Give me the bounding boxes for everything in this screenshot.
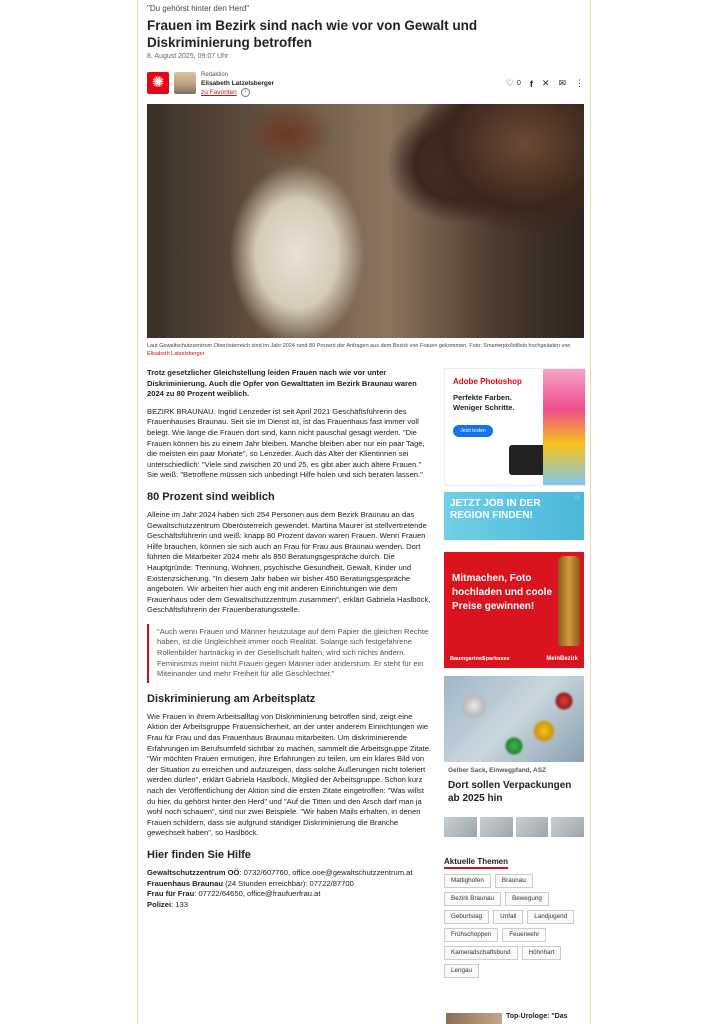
- teaser-image[interactable]: [444, 676, 584, 762]
- more-icon[interactable]: ⋮: [575, 78, 584, 88]
- image-caption: [147, 342, 584, 358]
- topic-tag[interactable]: Unfall: [493, 910, 523, 924]
- x-icon[interactable]: ✕: [541, 78, 550, 88]
- mail-icon[interactable]: ✉: [558, 78, 566, 88]
- thumbnail[interactable]: [444, 817, 477, 837]
- info-icon[interactable]: i: [241, 88, 250, 97]
- article-paragraph: BEZIRK BRAUNAU. Ingrid Lenzeder ist seit April 2021 Geschäftsführerin des Frauenhauses Braunau. Seit sie im Dienst ist, ist das Frauenhaus fast immer voll belegt. Wie lange die Frauen dort sind, kann nicht pauschal gesagt werden. "Die Frauen können bis zu einem Jahr bleiben. Manche bleiben aber nur ein paar Tage, die meisten ein paar Monate", so Lenzeder. Auch das Alter der Klientinnen sei unterschiedlich: "Viele sind zwischen 20 und 25, es gibt aber auch ältere Frauen." Sie weiß: "Betroffene müssen sich unbedingt Hilfe holen und sich beraten lassen.": [147, 406, 425, 480]
- job-ad-text: JETZT JOB IN DER REGION FINDEN!: [450, 498, 541, 521]
- caption-text: Laut Gewaltschutzzentrum Oberösterreich sind im Jahr 2024 rund 80 Prozent der Anfragen aus dem Bezirk von Frauen gekommen.: [147, 343, 468, 349]
- help-list: [147, 868, 434, 910]
- author-name[interactable]: Elisabeth Latzelsberger: [201, 80, 274, 87]
- help-name: Gewaltschutzzentrum OÖ: [147, 867, 240, 877]
- like-count: 0: [517, 80, 521, 87]
- ad-info-icon[interactable]: ⓘ: [574, 495, 580, 501]
- bottom-teaser-title: Top-Urologe: "Das: [506, 1013, 568, 1020]
- adobe-ad[interactable]: [444, 368, 586, 486]
- topic-tag[interactable]: Bezirk Braunau: [444, 892, 501, 906]
- help-name: Polizei: [147, 899, 172, 909]
- bottle-graphic: [558, 556, 580, 646]
- section-heading: 80 Prozent sind weiblich: [147, 490, 275, 503]
- hero-image[interactable]: [147, 104, 584, 338]
- caption-uploaded: hochgeladen von: [528, 343, 571, 349]
- facebook-icon[interactable]: f: [529, 78, 533, 89]
- topics-list: [444, 874, 584, 978]
- help-item: [147, 900, 434, 911]
- section-heading: Hier finden Sie Hilfe: [147, 848, 251, 861]
- share-bar: [506, 78, 584, 89]
- teaser-title[interactable]: Dort sollen Verpackungen ab 2025 hin: [448, 780, 572, 804]
- adobe-ad-title: Adobe Photoshop: [453, 377, 522, 386]
- promo-brand: Sparkasse: [482, 656, 510, 662]
- author-row: [147, 70, 584, 98]
- article-paragraph: Alleine im Jahr 2024 haben sich 254 Personen aus dem Bezirk Braunau an das Gewaltschutzzentrum Oberösterreich gewendet. Martina Maurer ist stellvertretende Geschäftsführerin und weiß: knapp 80 Prozent davon waren Frauen. Wenn Frauen Hilfe brauchen, können sie sich auch an Frau für Frau aus Braunau wenden. Dort führten die Mitarbeiter 2024 mehr als 850 Beratungsgespräche durch. Die Hauptgründe: Trennung, Wohnen, psychische Gesundheit, Gewalt, Kinder und Existenzsicherung. "In diesem Jahr haben wir bisher 450 Beratungsgespräche angeboten. Wir arbeiten hier auch eng mit anderen Einrichtungen wie dem Frauenhaus oder dem Gewaltschutzzentrum zusammen", erklärt Gabriela Haslböck, Geschäftsführerin der Frauenberatungsstelle.: [147, 509, 431, 615]
- promo-brand: MeinBezirk: [546, 656, 578, 662]
- promo-ad[interactable]: [444, 552, 584, 668]
- add-favorite-link[interactable]: zu Favoriten: [201, 89, 237, 96]
- fist-graphic: [404, 104, 584, 234]
- thumbnail[interactable]: [551, 817, 584, 837]
- help-item: [147, 889, 434, 900]
- help-text: : 07722/64650, office@fraufuerfrau.at: [194, 889, 321, 899]
- help-text: (24 Stunden erreichbar): 07722/87700: [222, 878, 354, 888]
- teaser-meta: Gelber Sack, Einwegpfand, ASZ: [448, 767, 547, 774]
- article-title: Frauen im Bezirk sind nach wie vor von Gewalt und Diskriminierung betroffen: [147, 18, 478, 50]
- help-item: [147, 868, 434, 879]
- topic-tag[interactable]: Feuerwehr: [502, 928, 546, 942]
- article-body: [147, 368, 434, 910]
- thumbnail[interactable]: [480, 817, 513, 837]
- topic-tag[interactable]: Höhnhart: [522, 946, 562, 960]
- topic-tag[interactable]: Landjugend: [527, 910, 574, 924]
- topic-tag[interactable]: Geburtstag: [444, 910, 489, 924]
- topics-heading: Aktuelle Themen: [444, 857, 508, 869]
- palette-graphic: [509, 445, 547, 475]
- teaser-thumbnails: [444, 817, 584, 837]
- topic-tag[interactable]: Kameradschaftsbund: [444, 946, 518, 960]
- article-date: 8. August 2025, 09:07 Uhr: [147, 53, 229, 60]
- meinbezirk-logo-icon[interactable]: ✺: [147, 72, 169, 94]
- topic-tag[interactable]: Frühschoppen: [444, 928, 498, 942]
- help-item: [147, 879, 434, 890]
- blockquote: "Auch wenn Frauen und Männer heutzutage auf dem Papier die gleichen Rechte haben, ist die Ungleichheit immer noch Realität. Solange sich festgefahrene Rollenbilder hartnäckig in der Gesellschaft halten, wird sich nichts ändern. Feminismus meint nicht Frauen gegen Männer oder andersrum. Er steht für ein Miteinander und mehr Freiheit für alle Geschlechter.": [147, 624, 434, 683]
- help-name: Frauenhaus Braunau: [147, 878, 223, 888]
- topic-tag[interactable]: Lengau: [444, 964, 479, 978]
- topic-tag[interactable]: Mattighofen: [444, 874, 491, 888]
- adobe-ad-subtitle: Perfekte Farben. Weniger Schritte.: [453, 393, 515, 412]
- promo-ad-text: Mitmachen, Foto hochladen und coole Preise gewinnen!: [452, 573, 553, 612]
- bottom-teaser-image: [446, 1013, 502, 1024]
- help-text: : 133: [171, 899, 188, 909]
- thumbnail[interactable]: [516, 817, 549, 837]
- article-kicker: "Du gehörst hinter den Herd": [147, 4, 250, 13]
- author-role: Redaktion: [201, 72, 229, 78]
- article-lead: Trotz gesetzlicher Gleichstellung leiden Frauen nach wie vor unter Diskriminierung. Auch die Opfer von Gewalttaten im Bezirk Braunau waren 2024 zu 80 Prozent weiblich.: [147, 368, 417, 399]
- caption-foto: Foto: Smarterpix/lofilolo: [469, 343, 528, 349]
- section-heading: Diskriminierung am Arbeitsplatz: [147, 692, 316, 705]
- author-avatar[interactable]: [174, 72, 196, 94]
- heart-icon[interactable]: ♡: [505, 78, 514, 88]
- topic-tag[interactable]: Bewegung: [505, 892, 549, 906]
- adobe-ad-button[interactable]: Jetzt testen: [453, 425, 493, 437]
- ad-artwork: [543, 369, 585, 485]
- topic-tag[interactable]: Braunau: [495, 874, 533, 888]
- help-name: Frau für Frau: [147, 889, 195, 899]
- help-text: : 0732/607760, office.ooe@gewaltschutzzentrum.at: [239, 867, 413, 877]
- article-paragraph: Wie Frauen in ihrem Arbeitsalltag von Diskriminierung betroffen sind, zeigt eine Aktion der Arbeitsgruppe Frauensicherheit, an der unter anderem Einrichtungen wie Frau für Frau und das Frauenhaus Braunau mitarbeiten. Um diskriminierende Erfahrungen im Berufsumfeld sichtbar zu machen, sammelt die Arbeitsgruppe Zitate. "Wir möchten Frauen ermutigen, ihre Erfahrungen zu teilen, um ein klares Bild von der Situation zu erreichen und aufzuzeigen, dass solche Äußerungen nicht toleriert werden dürfen", erklärt Gabriela Haslböck, Mitglied der Arbeitsgruppe. Schon kurz nach der Veröffentlichung der Aktion sind die ersten Zitate eingetroffen: "Was willst du hier, du gehörst hinter den Herd" und "Auf die Titten und den Arsch darf man ja wohl noch schauen", sind nur zwei Beispiele. "Wir haben Mails erhalten, in denen Frauen schildern, dass sie aufgrund ständiger Diskriminierung die Branche gewechselt haben", so Haslböck.: [147, 711, 432, 838]
- promo-brand: Baumgartner: [450, 656, 485, 662]
- bottom-teaser[interactable]: [444, 1011, 584, 1024]
- job-ad[interactable]: [444, 492, 584, 540]
- caption-uploader-link[interactable]: Elisabeth Latzelsberger: [147, 351, 205, 357]
